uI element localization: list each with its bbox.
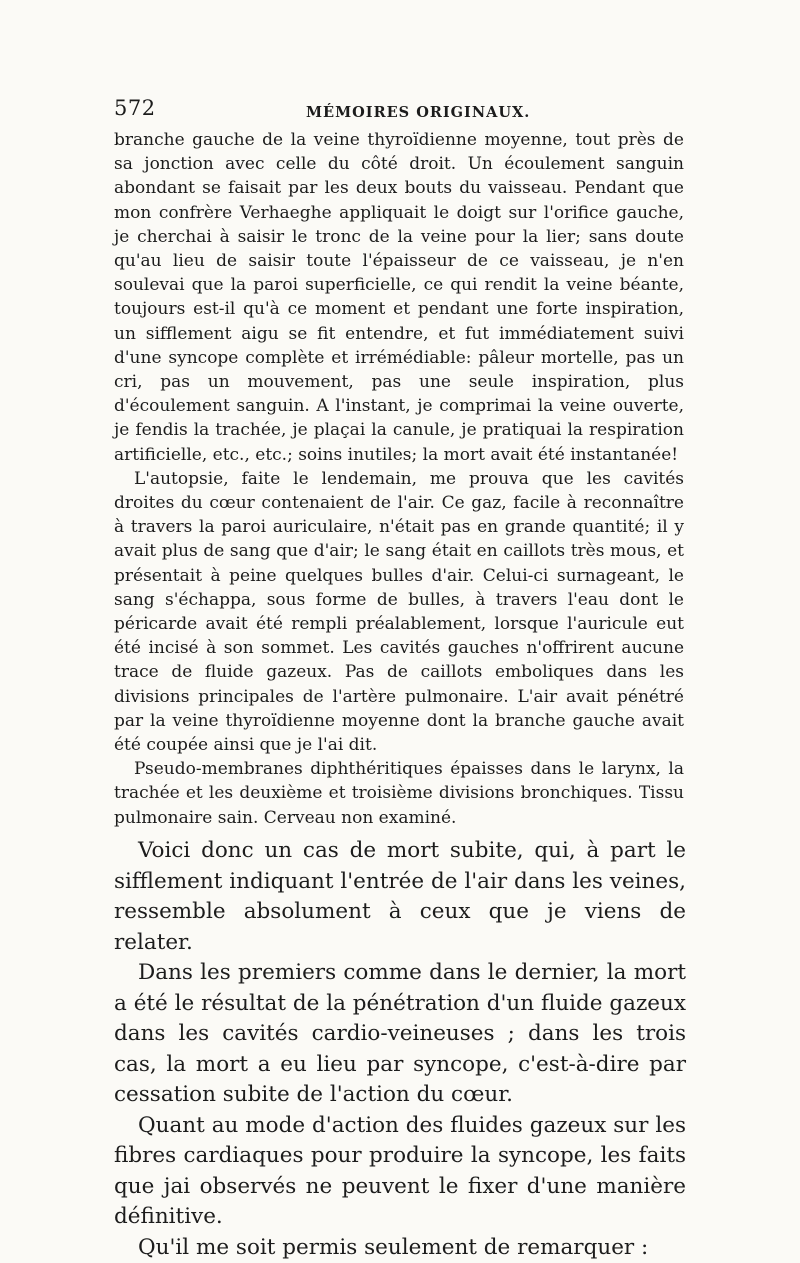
discussion-text [114, 836, 686, 1263]
paragraph-gas-action: Quant au mode d'action des fluides gazeux sur les fibres cardiaques pour produire la syncope, les faits que jai observés ne peuvent le fixer d'une manière définitive. [114, 1111, 686, 1233]
paragraph-mechanism: Dans les premiers comme dans le dernier, la mort a été le résultat de la pénétration d'un fluide gazeux dans les cavités cardio-veineuses ; dans les trois cas, la mort a eu lieu par syncope, c'est-à-dire par cessation subite de l'action du cœur. [114, 958, 686, 1111]
paragraph-findings: Pseudo-membranes diphthéritiques épaisses dans le larynx, la trachée et les deuxième et troisième divisions bronchiques. Tissu pulmonaire sain. Cerveau non examiné. [114, 757, 684, 830]
case-report-text [114, 128, 684, 830]
paragraph-conclusion: Voici donc un cas de mort subite, qui, à part le sifflement indiquant l'entrée de l'air dans les veines, ressemble absolument à ceux que je viens de relater. [114, 836, 686, 958]
paragraph-remark: Qu'il me soit permis seulement de remarquer : [114, 1233, 686, 1263]
page-header [114, 96, 686, 126]
running-head: MÉMOIRES ORIGINAUX. [306, 104, 530, 121]
paragraph-autopsy: L'autopsie, faite le lendemain, me prouva que les cavités droites du cœur contenaient de l'air. Ce gaz, facile à reconnaître à travers la paroi auriculaire, n'était pas en grande quantité; il y avait plus de sang que d'air; le sang était en caillots très mous, et présentait à peine quelques bulles d'air. Celui-ci surnageant, le sang s'échappa, sous forme de bulles, à travers l'eau dont le péricarde avait été rempli préalablement, lorsque l'auricule eut été incisé à son sommet. Les cavités gauches n'offrirent aucune trace de fluide gazeux. Pas de caillots emboliques dans les divisions principales de l'artère pulmonaire. L'air avait pénétré par la veine thyroïdienne moyenne dont la branche gauche avait été coupée ainsi que je l'ai dit. [114, 467, 684, 757]
page-number: 572 [114, 96, 156, 120]
paragraph-operation: branche gauche de la veine thyroïdienne moyenne, tout près de sa jonction avec celle du côté droit. Un écoulement sanguin abondant se faisait par les deux bouts du vaisseau. Pendant que mon confrère Verhaeghe appliquait le doigt sur l'orifice gauche, je cherchai à saisir le tronc de la veine pour la lier; sans doute qu'au lieu de saisir toute l'épaisseur de ce vaisseau, je n'en soulevai que la paroi superficielle, ce qui rendit la veine béante, toujours est-il qu'à ce moment et pendant une forte inspiration, un sifflement aigu se fit entendre, et fut immédiatement suivi d'une syncope complète et irrémédiable: pâleur mortelle, pas un cri, pas un mouvement, pas une seule inspiration, plus d'écoulement sanguin. A l'instant, je comprimai la veine ouverte, je fendis la trachée, je plaçai la canule, je pratiquai la respiration artificielle, etc., etc.; soins inutiles; la mort avait été instantanée! [114, 128, 684, 467]
